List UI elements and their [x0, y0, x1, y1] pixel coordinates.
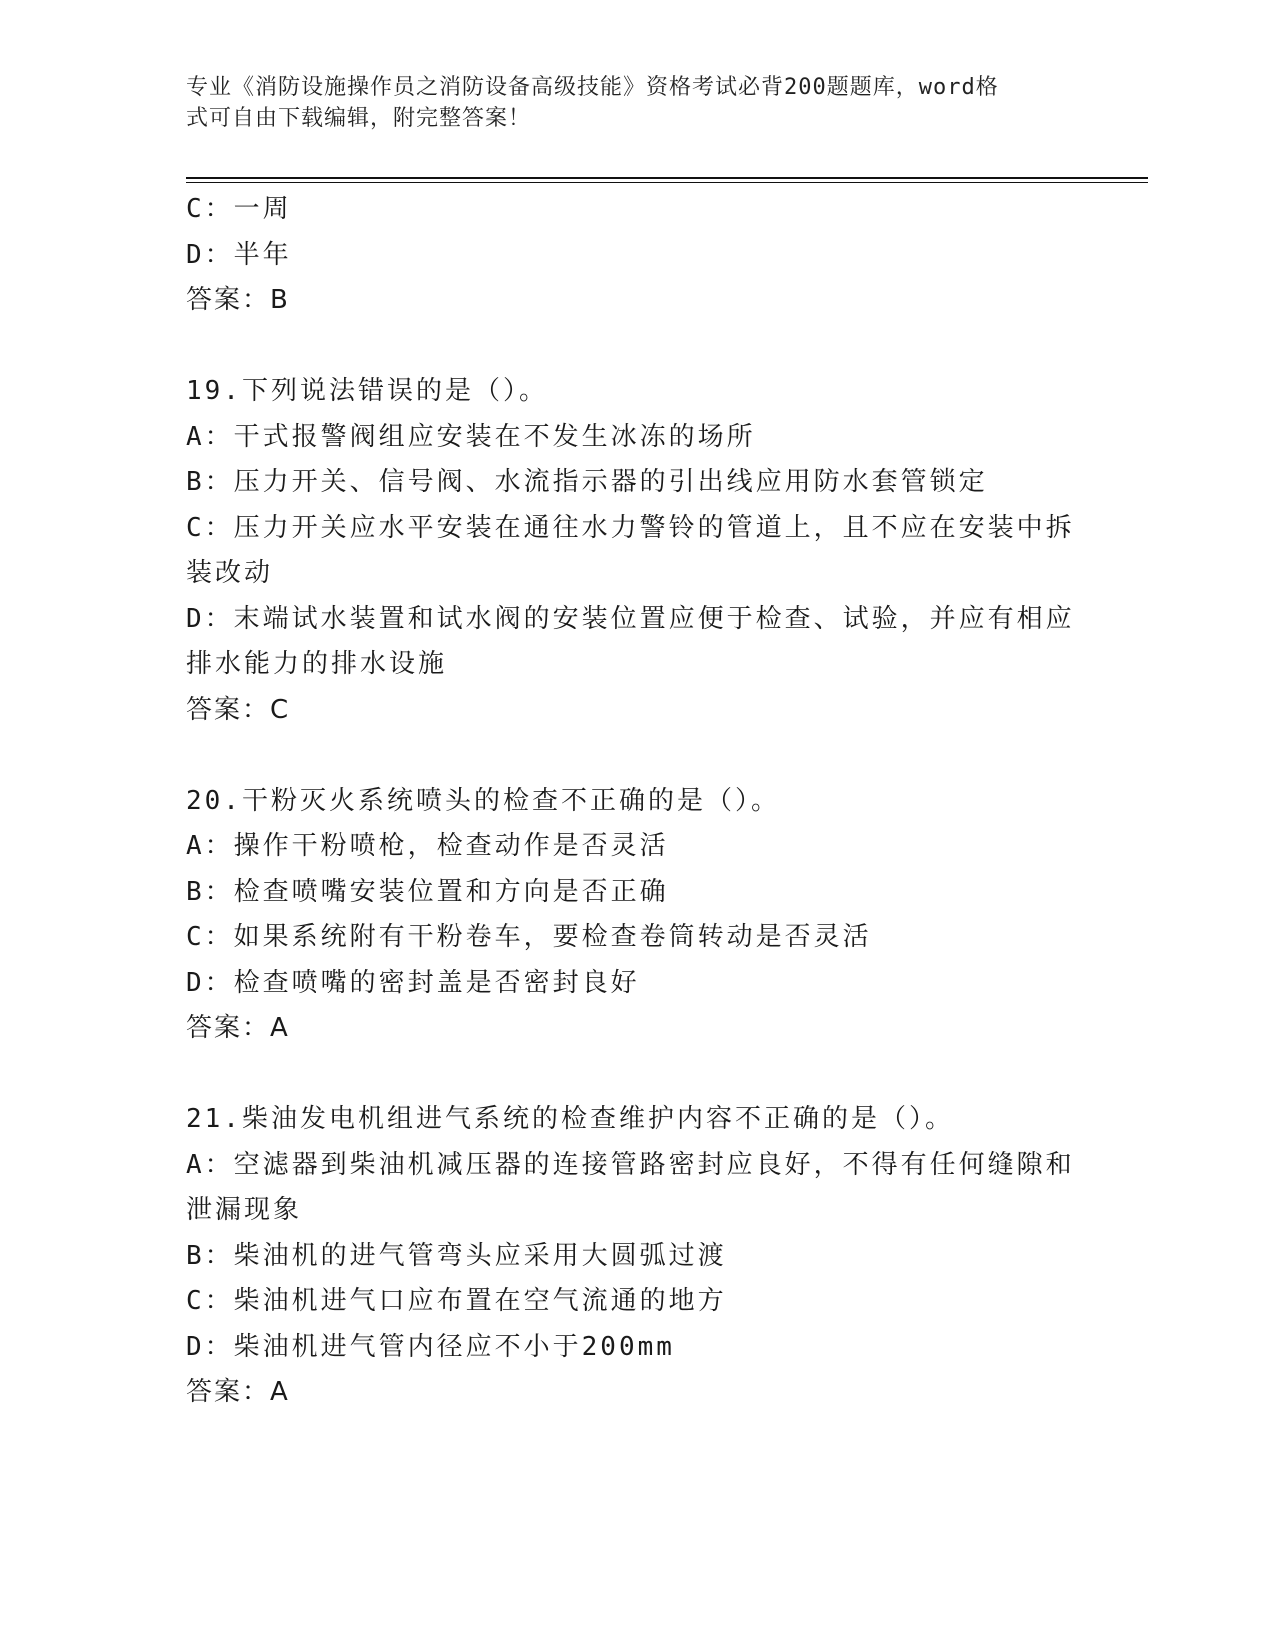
- q21-option-c: C：柴油机进气口应布置在空气流通的地方: [186, 1286, 727, 1316]
- q21-option-b: B：柴油机的进气管弯头应采用大圆弧过渡: [186, 1240, 727, 1271]
- spacer: [186, 733, 1086, 779]
- question-18-tail: [186, 187, 1086, 324]
- q21-question: 21.柴油发电机组进气系统的检查维护内容不正确的是（）。: [186, 1104, 954, 1134]
- q21-option-a-line-2: 泄漏现象: [186, 1195, 303, 1225]
- spacer: [186, 1052, 1086, 1098]
- header-title-line-2: 式可自由下载编辑，附完整答案！: [186, 106, 532, 131]
- question-20: [186, 779, 1086, 1052]
- q19-option-b: B：压力开关、信号阀、水流指示器的引出线应用防水套管锁定: [186, 467, 988, 497]
- q20-option-d: D：检查喷嘴的密封盖是否密封良好: [186, 967, 640, 998]
- header-title-line-1: 专业《消防设施操作员之消防设备高级技能》资格考试必背200题题库，word格: [186, 75, 999, 100]
- q18-answer: 答案：B: [186, 285, 290, 315]
- q20-option-c: C：如果系统附有干粉卷车，要检查卷筒转动是否灵活: [186, 922, 872, 952]
- spacer: [186, 324, 1086, 370]
- q19-option-c-line-2: 装改动: [186, 558, 274, 588]
- question-21: [186, 1097, 1086, 1416]
- q19-option-d-line-2: 排水能力的排水设施: [186, 649, 448, 679]
- q18-option-d: D：半年: [186, 239, 292, 270]
- q20-question: 20.干粉灭火系统喷头的检查不正确的是（）。: [186, 785, 780, 816]
- header-divider-thick: [186, 177, 1148, 179]
- q18-option-c: C：一周: [186, 194, 292, 224]
- header-divider-thin: [186, 182, 1148, 183]
- q21-answer: 答案：A: [186, 1377, 290, 1407]
- q19-answer: 答案：C: [186, 694, 291, 725]
- q21-option-d: D：柴油机进气管内径应不小于200mm: [186, 1331, 675, 1362]
- q19-option-d-line-1: D：末端试水装置和试水阀的安装位置应便于检查、试验，并应有相应: [186, 603, 1075, 634]
- q20-option-a: A：操作干粉喷枪，检查动作是否灵活: [186, 831, 669, 861]
- question-19: [186, 369, 1086, 733]
- document-header: [186, 72, 1066, 134]
- q19-option-c-line-1: C：压力开关应水平安装在通往水力警铃的管道上，且不应在安装中拆: [186, 512, 1075, 543]
- q21-option-a-line-1: A：空滤器到柴油机减压器的连接管路密封应良好，不得有任何缝隙和: [186, 1149, 1075, 1180]
- q19-option-a: A：干式报警阀组应安装在不发生冰冻的场所: [186, 421, 756, 452]
- q20-answer: 答案：A: [186, 1013, 290, 1043]
- q20-option-b: B：检查喷嘴安装位置和方向是否正确: [186, 876, 669, 907]
- document-body: [186, 187, 1086, 1416]
- q19-question: 19.下列说法错误的是（）。: [186, 376, 548, 406]
